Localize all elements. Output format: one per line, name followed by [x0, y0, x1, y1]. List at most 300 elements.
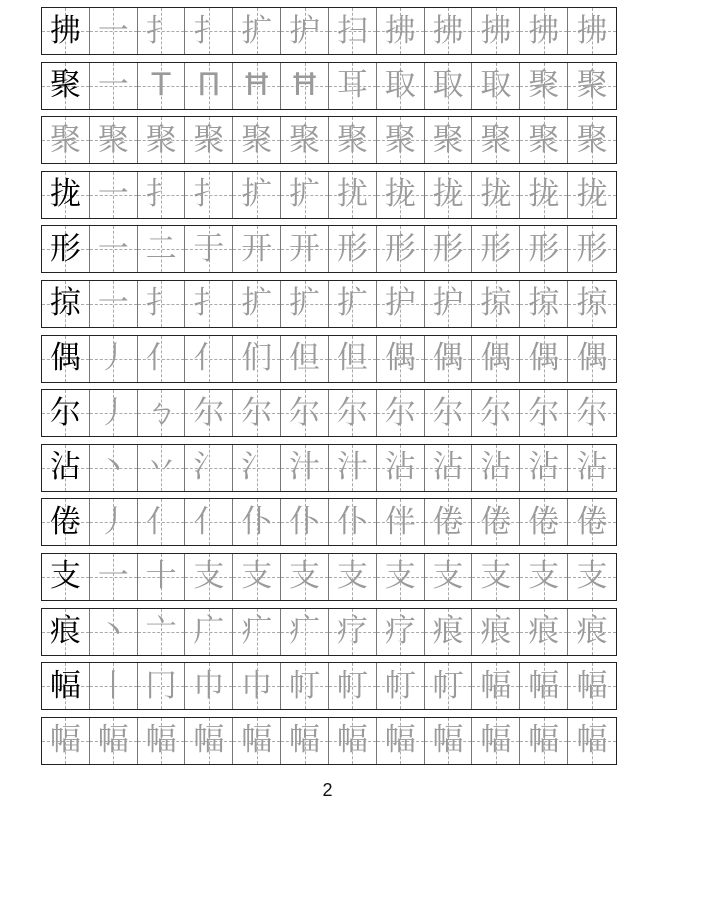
practice-row: [41, 280, 617, 328]
character-glyph: 幅: [432, 722, 464, 759]
trace-character-cell: [520, 63, 568, 109]
character-glyph: 护: [289, 12, 321, 49]
trace-character-cell: [472, 663, 520, 709]
trace-character-cell: [90, 8, 138, 54]
character-glyph: 扩: [241, 285, 273, 322]
character-glyph: 们: [241, 340, 273, 377]
trace-character-cell: [233, 8, 281, 54]
character-glyph: 一: [97, 12, 129, 49]
character-glyph: 幅: [97, 722, 129, 759]
trace-character-cell: [329, 554, 377, 600]
character-glyph: 聚: [336, 121, 368, 158]
character-glyph: 丨: [97, 667, 129, 704]
trace-character-cell: [425, 609, 473, 655]
trace-character-cell: [520, 554, 568, 600]
character-glyph: 支: [193, 558, 225, 595]
trace-character-cell: [425, 663, 473, 709]
character-glyph: 帄: [384, 667, 416, 704]
trace-character-cell: [377, 718, 425, 764]
trace-character-cell: [138, 554, 186, 600]
character-glyph: 开: [289, 230, 321, 267]
character-glyph: 幅: [528, 667, 560, 704]
model-character-cell: [42, 445, 90, 491]
model-character-cell: [42, 63, 90, 109]
trace-character-cell: [520, 8, 568, 54]
model-character-cell: [42, 499, 90, 545]
character-glyph: 扩: [289, 285, 321, 322]
trace-character-cell: [138, 663, 186, 709]
trace-character-cell: [377, 281, 425, 327]
character-glyph: 支: [336, 558, 368, 595]
character-glyph: 倦: [576, 503, 608, 540]
character-glyph: 耳: [336, 67, 368, 104]
trace-character-cell: [138, 445, 186, 491]
trace-character-cell: [233, 226, 281, 272]
character-glyph: 二: [145, 230, 177, 267]
character-glyph: 偶: [384, 340, 416, 377]
character-glyph: 取: [480, 67, 512, 104]
trace-character-cell: [472, 554, 520, 600]
character-glyph: 形: [49, 230, 81, 267]
trace-character-cell: [138, 63, 186, 109]
character-glyph: 扩: [336, 285, 368, 322]
practice-row: [41, 62, 617, 110]
trace-character-cell: [281, 281, 329, 327]
trace-character-cell: [425, 281, 473, 327]
character-glyph: 尔: [289, 394, 321, 431]
character-glyph: 亻: [193, 340, 225, 377]
trace-character-cell: [185, 554, 233, 600]
practice-row: [41, 608, 617, 656]
character-glyph: 帄: [432, 667, 464, 704]
trace-character-cell: [520, 281, 568, 327]
trace-character-cell: [233, 63, 281, 109]
character-glyph: 氵: [193, 449, 225, 486]
character-glyph: 亻: [193, 503, 225, 540]
trace-character-cell: [281, 8, 329, 54]
character-glyph: 氵: [241, 449, 273, 486]
trace-character-cell: [520, 718, 568, 764]
practice-grid: [41, 7, 617, 771]
character-glyph: 支: [576, 558, 608, 595]
character-glyph: 仆: [289, 503, 321, 540]
trace-character-cell: [329, 8, 377, 54]
character-glyph: 一: [97, 285, 129, 322]
trace-character-cell: [138, 172, 186, 218]
character-glyph: Ħ: [290, 67, 319, 104]
practice-row: [41, 225, 617, 273]
trace-character-cell: [425, 226, 473, 272]
model-character-cell: [42, 554, 90, 600]
character-glyph: 拂: [480, 12, 512, 49]
trace-character-cell: [90, 554, 138, 600]
character-glyph: 支: [528, 558, 560, 595]
trace-character-cell: [568, 117, 616, 163]
trace-character-cell: [281, 390, 329, 436]
trace-character-cell: [568, 390, 616, 436]
character-glyph: 聚: [241, 121, 273, 158]
character-glyph: 偶: [576, 340, 608, 377]
trace-character-cell: [90, 718, 138, 764]
character-glyph: 幅: [576, 667, 608, 704]
character-glyph: 掠: [49, 285, 81, 322]
trace-character-cell: [138, 609, 186, 655]
character-glyph: 扰: [336, 176, 368, 213]
trace-character-cell: [472, 281, 520, 327]
character-glyph: 掠: [576, 285, 608, 322]
character-glyph: ㄅ: [145, 394, 177, 431]
trace-character-cell: [377, 499, 425, 545]
character-glyph: 尔: [576, 394, 608, 431]
trace-character-cell: [472, 499, 520, 545]
trace-character-cell: [568, 663, 616, 709]
character-glyph: 聚: [49, 121, 81, 158]
character-glyph: 丿: [97, 340, 129, 377]
trace-character-cell: [377, 336, 425, 382]
character-glyph: 支: [49, 558, 81, 595]
character-glyph: 聚: [145, 121, 177, 158]
trace-character-cell: [233, 172, 281, 218]
character-glyph: 聚: [528, 121, 560, 158]
trace-character-cell: [138, 117, 186, 163]
trace-character-cell: [377, 445, 425, 491]
trace-character-cell: [90, 281, 138, 327]
trace-character-cell: [185, 336, 233, 382]
character-glyph: 支: [241, 558, 273, 595]
trace-character-cell: [138, 226, 186, 272]
model-character-cell: [42, 609, 90, 655]
trace-character-cell: [185, 8, 233, 54]
trace-character-cell: [377, 226, 425, 272]
trace-character-cell: [281, 63, 329, 109]
character-glyph: 拂: [528, 12, 560, 49]
trace-character-cell: [185, 390, 233, 436]
trace-character-cell: [425, 390, 473, 436]
trace-character-cell: [425, 336, 473, 382]
character-glyph: 扌: [145, 176, 177, 213]
model-character-cell: [42, 336, 90, 382]
character-glyph: 痕: [480, 613, 512, 650]
trace-character-cell: [472, 445, 520, 491]
model-character-cell: [42, 390, 90, 436]
trace-character-cell: [90, 63, 138, 109]
trace-character-cell: [185, 281, 233, 327]
trace-character-cell: [281, 499, 329, 545]
trace-character-cell: [425, 8, 473, 54]
character-glyph: Ħ: [242, 67, 271, 104]
trace-character-cell: [425, 499, 473, 545]
trace-character-cell: [520, 499, 568, 545]
trace-character-cell: [138, 281, 186, 327]
trace-character-cell: [568, 8, 616, 54]
character-glyph: 尔: [49, 394, 81, 431]
trace-character-cell: [329, 663, 377, 709]
trace-character-cell: [329, 172, 377, 218]
character-glyph: 幅: [336, 722, 368, 759]
trace-character-cell: [185, 117, 233, 163]
trace-character-cell: [185, 718, 233, 764]
trace-character-cell: [281, 117, 329, 163]
trace-character-cell: [472, 336, 520, 382]
character-glyph: 沾: [576, 449, 608, 486]
trace-character-cell: [568, 63, 616, 109]
character-glyph: 丶: [97, 613, 129, 650]
trace-character-cell: [520, 336, 568, 382]
trace-character-cell: [472, 609, 520, 655]
model-character-cell: [42, 663, 90, 709]
character-glyph: 亻: [145, 340, 177, 377]
trace-character-cell: [90, 336, 138, 382]
character-glyph: 痕: [432, 613, 464, 650]
character-glyph: П: [197, 67, 221, 104]
character-glyph: 丷: [145, 449, 177, 486]
character-glyph: T: [151, 67, 171, 104]
trace-character-cell: [281, 609, 329, 655]
practice-row: [41, 662, 617, 710]
character-glyph: 形: [528, 230, 560, 267]
character-glyph: 倦: [432, 503, 464, 540]
character-glyph: 幅: [528, 722, 560, 759]
practice-row: [41, 7, 617, 55]
trace-character-cell: [185, 226, 233, 272]
character-glyph: 聚: [289, 121, 321, 158]
character-glyph: 尔: [384, 394, 416, 431]
character-glyph: 疗: [336, 613, 368, 650]
trace-character-cell: [185, 63, 233, 109]
trace-character-cell: [90, 663, 138, 709]
trace-character-cell: [138, 8, 186, 54]
trace-character-cell: [329, 718, 377, 764]
model-character-cell: [42, 8, 90, 54]
trace-character-cell: [568, 554, 616, 600]
trace-character-cell: [90, 117, 138, 163]
trace-character-cell: [90, 226, 138, 272]
trace-character-cell: [377, 663, 425, 709]
trace-character-cell: [329, 390, 377, 436]
trace-character-cell: [568, 172, 616, 218]
character-glyph: 但: [289, 340, 321, 377]
character-glyph: 拂: [384, 12, 416, 49]
character-glyph: 冂: [145, 667, 177, 704]
trace-character-cell: [281, 554, 329, 600]
model-character-cell: [42, 281, 90, 327]
trace-character-cell: [233, 718, 281, 764]
character-glyph: 一: [97, 558, 129, 595]
trace-character-cell: [281, 336, 329, 382]
trace-character-cell: [329, 281, 377, 327]
character-glyph: 沾: [49, 449, 81, 486]
character-glyph: 幅: [193, 722, 225, 759]
character-glyph: 聚: [193, 121, 225, 158]
trace-character-cell: [425, 117, 473, 163]
trace-character-cell: [520, 226, 568, 272]
character-glyph: 偶: [480, 340, 512, 377]
trace-character-cell: [472, 226, 520, 272]
character-glyph: 沾: [432, 449, 464, 486]
character-glyph: 聚: [480, 121, 512, 158]
model-character-cell: [42, 172, 90, 218]
trace-character-cell: [520, 663, 568, 709]
character-glyph: 扌: [145, 12, 177, 49]
character-glyph: 尔: [528, 394, 560, 431]
character-glyph: 幅: [49, 722, 81, 759]
character-glyph: 支: [480, 558, 512, 595]
trace-character-cell: [568, 718, 616, 764]
character-glyph: 一: [97, 67, 129, 104]
trace-character-cell: [568, 226, 616, 272]
page-number: 2: [322, 780, 333, 800]
character-glyph: 形: [576, 230, 608, 267]
trace-character-cell: [472, 8, 520, 54]
model-character-cell: [42, 226, 90, 272]
trace-character-cell: [185, 499, 233, 545]
character-glyph: 聚: [384, 121, 416, 158]
trace-character-cell: [185, 445, 233, 491]
character-glyph: 沾: [480, 449, 512, 486]
trace-character-cell: [233, 390, 281, 436]
trace-character-cell: [90, 609, 138, 655]
character-glyph: 痕: [576, 613, 608, 650]
trace-character-cell: [568, 609, 616, 655]
character-glyph: 扌: [145, 285, 177, 322]
character-glyph: 尔: [480, 394, 512, 431]
trace-character-cell: [520, 445, 568, 491]
trace-character-cell: [42, 117, 90, 163]
character-glyph: 偶: [49, 340, 81, 377]
trace-character-cell: [520, 172, 568, 218]
trace-character-cell: [568, 499, 616, 545]
character-glyph: 聚: [432, 121, 464, 158]
trace-character-cell: [281, 718, 329, 764]
trace-character-cell: [520, 390, 568, 436]
trace-character-cell: [377, 554, 425, 600]
character-glyph: 聚: [97, 121, 129, 158]
trace-character-cell: [185, 609, 233, 655]
trace-character-cell: [281, 172, 329, 218]
trace-character-cell: [281, 445, 329, 491]
practice-row: [41, 553, 617, 601]
character-glyph: 聚: [576, 121, 608, 158]
character-glyph: 拢: [576, 176, 608, 213]
character-glyph: 拢: [480, 176, 512, 213]
trace-character-cell: [472, 172, 520, 218]
character-glyph: 沾: [528, 449, 560, 486]
character-glyph: 但: [336, 340, 368, 377]
practice-row: [41, 116, 617, 164]
character-glyph: 于: [193, 230, 225, 267]
character-glyph: 扩: [289, 176, 321, 213]
character-glyph: 支: [432, 558, 464, 595]
trace-character-cell: [329, 499, 377, 545]
character-glyph: 幅: [480, 667, 512, 704]
practice-row: [41, 444, 617, 492]
trace-character-cell: [425, 445, 473, 491]
character-glyph: 亻: [145, 503, 177, 540]
character-glyph: 掠: [480, 285, 512, 322]
trace-character-cell: [233, 445, 281, 491]
character-glyph: 拢: [528, 176, 560, 213]
character-glyph: 伴: [384, 503, 416, 540]
character-glyph: 尔: [241, 394, 273, 431]
character-glyph: 疒: [289, 613, 321, 650]
character-glyph: 亠: [145, 613, 177, 650]
character-glyph: 幅: [480, 722, 512, 759]
practice-row: [41, 389, 617, 437]
character-glyph: 汁: [336, 449, 368, 486]
character-glyph: 帄: [289, 667, 321, 704]
character-glyph: 倦: [49, 503, 81, 540]
character-glyph: 幅: [384, 722, 416, 759]
character-glyph: 护: [384, 285, 416, 322]
character-glyph: 倦: [480, 503, 512, 540]
character-glyph: 偶: [432, 340, 464, 377]
trace-character-cell: [425, 172, 473, 218]
trace-character-cell: [472, 63, 520, 109]
character-glyph: 开: [241, 230, 273, 267]
trace-character-cell: [472, 718, 520, 764]
character-glyph: 拢: [49, 176, 81, 213]
character-glyph: 取: [384, 67, 416, 104]
trace-character-cell: [329, 63, 377, 109]
character-glyph: 扌: [193, 12, 225, 49]
character-glyph: 广: [193, 613, 225, 650]
character-glyph: 支: [289, 558, 321, 595]
trace-character-cell: [233, 609, 281, 655]
trace-character-cell: [425, 63, 473, 109]
character-glyph: 幅: [49, 667, 81, 704]
character-glyph: 拢: [384, 176, 416, 213]
character-glyph: 巾: [193, 667, 225, 704]
trace-character-cell: [138, 336, 186, 382]
character-glyph: 尔: [193, 394, 225, 431]
character-glyph: 十: [145, 558, 177, 595]
character-glyph: 仆: [336, 503, 368, 540]
trace-character-cell: [138, 390, 186, 436]
character-glyph: 护: [432, 285, 464, 322]
practice-row: [41, 717, 617, 765]
trace-character-cell: [90, 499, 138, 545]
trace-character-cell: [233, 663, 281, 709]
character-glyph: 尔: [336, 394, 368, 431]
character-glyph: 巾: [241, 667, 273, 704]
trace-character-cell: [90, 445, 138, 491]
trace-character-cell: [233, 117, 281, 163]
character-glyph: 一: [97, 230, 129, 267]
trace-character-cell: [472, 117, 520, 163]
character-glyph: 扌: [193, 285, 225, 322]
trace-character-cell: [281, 226, 329, 272]
character-glyph: 聚: [49, 67, 81, 104]
trace-character-cell: [377, 117, 425, 163]
character-glyph: 汁: [289, 449, 321, 486]
trace-character-cell: [42, 718, 90, 764]
character-glyph: 幅: [241, 722, 273, 759]
trace-character-cell: [329, 609, 377, 655]
trace-character-cell: [185, 172, 233, 218]
trace-character-cell: [138, 499, 186, 545]
character-glyph: 形: [480, 230, 512, 267]
character-glyph: 倦: [528, 503, 560, 540]
trace-character-cell: [329, 226, 377, 272]
practice-row: [41, 498, 617, 546]
character-glyph: 幅: [576, 722, 608, 759]
character-glyph: 扩: [241, 176, 273, 213]
trace-character-cell: [329, 445, 377, 491]
trace-character-cell: [233, 554, 281, 600]
character-glyph: 疗: [384, 613, 416, 650]
character-glyph: 扫: [336, 12, 368, 49]
trace-character-cell: [281, 663, 329, 709]
